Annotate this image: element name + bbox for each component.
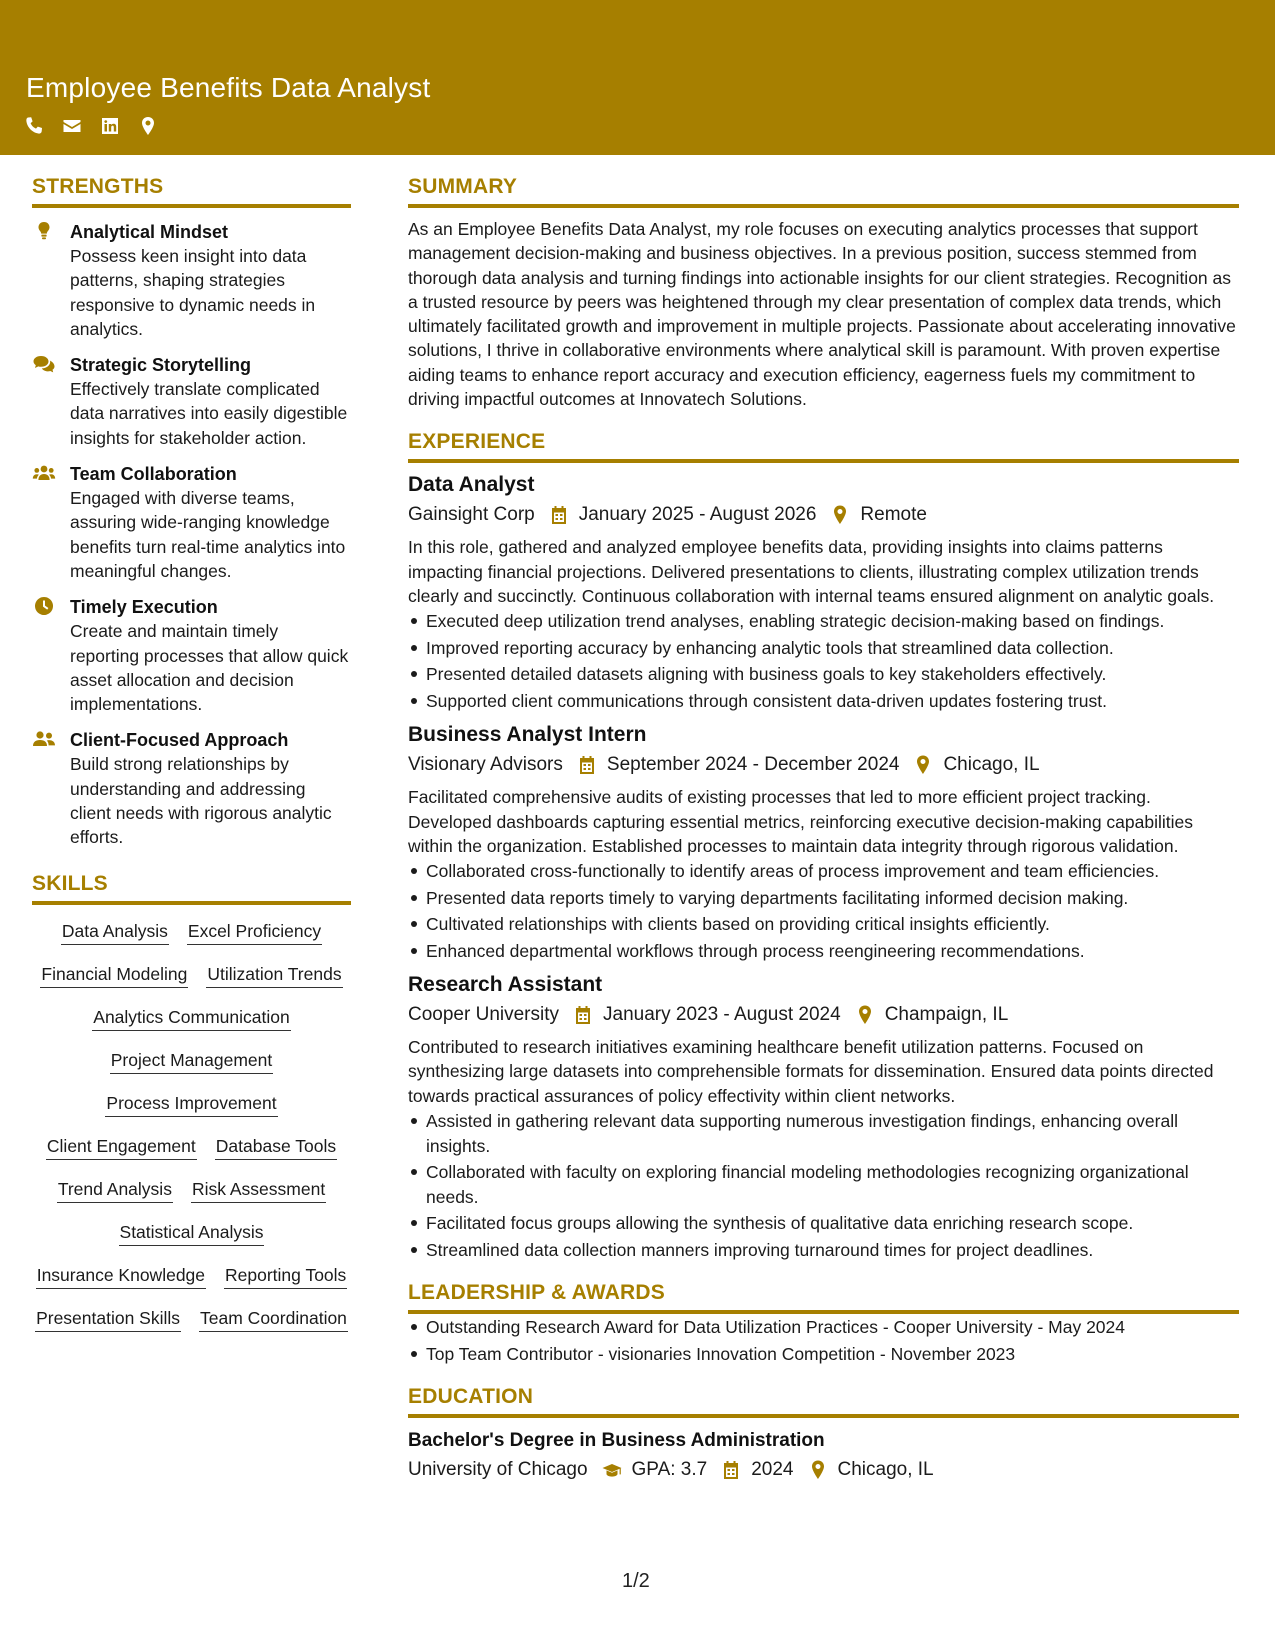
graduation-year: 2024 (751, 1459, 794, 1481)
map-pin-icon (830, 504, 850, 526)
skill-tag: Client Engagement (46, 1134, 197, 1160)
strength-title: Strategic Storytelling (70, 355, 252, 376)
list-item: Outstanding Research Award for Data Utilization Practices - Cooper University - May 2024 (408, 1315, 1239, 1340)
skill-tag: Data Analysis (61, 919, 169, 945)
graduation-cap-icon (602, 1459, 622, 1481)
skill-tag: Process Improvement (105, 1091, 277, 1117)
strength-title: Client-Focused Approach (70, 730, 289, 751)
strength-title: Analytical Mindset (70, 222, 229, 242)
school-name: University of Chicago (408, 1459, 588, 1481)
job-dates: September 2024 - December 2024 (606, 754, 900, 776)
clock-icon (32, 596, 56, 616)
gpa: GPA: 3.7 (631, 1459, 708, 1481)
job-meta (408, 1001, 1239, 1029)
job-title: Data Analyst (408, 473, 535, 497)
left-column (32, 175, 351, 1332)
phone-icon[interactable] (24, 116, 44, 136)
education-heading: EDUCATION (408, 1385, 1239, 1418)
job-bullets (408, 1109, 1239, 1262)
comments-icon (32, 354, 56, 374)
strength-item (32, 353, 351, 450)
map-pin-icon[interactable] (138, 116, 158, 136)
list-item: Collaborated cross-functionally to identify areas of process improvement and team efficiencies. (408, 859, 1239, 884)
right-column (408, 175, 1239, 1484)
list-item: Top Team Contributor - visionaries Innovation Competition - November 2023 (408, 1342, 1239, 1367)
page-number: 1/2 (622, 1570, 650, 1592)
strength-title: Team Collaboration (70, 464, 237, 485)
strength-item (32, 220, 351, 341)
education-location: Chicago, IL (837, 1459, 934, 1481)
skill-tag: Utilization Trends (206, 962, 342, 988)
skill-tag: Trend Analysis (57, 1177, 173, 1203)
job-bullets (408, 859, 1239, 963)
list-item: Assisted in gathering relevant data supporting numerous investigation findings, enhancing overall insights. (408, 1109, 1239, 1158)
job-title: Business Analyst Intern (408, 723, 647, 747)
job-location: Chicago, IL (943, 754, 1040, 776)
strength-item (32, 595, 351, 716)
user-friends-icon (32, 729, 56, 749)
list-item: Presented detailed datasets aligning with business goals to key stakeholders effectively. (408, 662, 1239, 687)
job-entry (408, 471, 1239, 713)
strength-description: Engaged with diverse teams, assuring wide-ranging knowledge benefits turn real-time analytics into meaningful changes. (70, 488, 346, 581)
map-pin-icon (913, 754, 933, 776)
list-item: Enhanced departmental workflows through process reengineering recommendations. (408, 939, 1239, 964)
linkedin-icon[interactable] (100, 116, 120, 136)
degree-title: Bachelor's Degree in Business Administration (408, 1430, 825, 1452)
strength-description: Create and maintain timely reporting processes that allow quick asset allocation and decision implementations. (70, 621, 349, 715)
strengths-heading: STRENGTHS (32, 175, 351, 208)
job-meta (408, 751, 1239, 779)
map-pin-icon (855, 1004, 875, 1026)
skill-tag: Database Tools (215, 1134, 337, 1160)
lightbulb-icon (32, 221, 56, 241)
contact-icons (24, 116, 158, 136)
awards-heading: LEADERSHIP & AWARDS (408, 1281, 1239, 1314)
skill-tag: Excel Proficiency (187, 919, 322, 945)
company-name: Gainsight Corp (408, 504, 535, 526)
list-item: Supported client communications through consistent data-driven updates fostering trust. (408, 689, 1239, 714)
resume-title: Employee Benefits Data Analyst (26, 72, 431, 103)
job-location: Champaign, IL (884, 1004, 1009, 1026)
skills-list (32, 919, 351, 1332)
resume-header (0, 0, 1275, 155)
list-item: Streamlined data collection manners improving turnaround times for project deadlines. (408, 1238, 1239, 1263)
summary-heading: SUMMARY (408, 175, 1239, 208)
envelope-icon[interactable] (62, 116, 82, 136)
job-description: Facilitated comprehensive audits of existing processes that led to more efficient project tracking. Developed dashboards capturing essential metrics, reinforcing executive decision-making capabilities within the organization. Established processes to maintain data integrity through rigorous validation. (408, 787, 1193, 856)
skill-tag: Analytics Communication (92, 1005, 290, 1031)
job-dates: January 2025 - August 2026 (578, 504, 817, 526)
skill-tag: Financial Modeling (40, 962, 188, 988)
list-item: Collaborated with faculty on exploring financial modeling methodologies recognizing organizational needs. (408, 1160, 1239, 1209)
job-description: In this role, gathered and analyzed employee benefits data, providing insights into claims patterns impacting financial projections. Delivered presentations to clients, illustrating complex utilization trends clearly and succinctly. Continuous collaboration with internal teams ensured alignment on analytic goals. (408, 537, 1215, 606)
strength-description: Effectively translate complicated data narratives into easily digestible insights for stakeholder action. (70, 379, 348, 448)
calendar-icon (721, 1459, 741, 1481)
job-title: Research Assistant (408, 973, 603, 997)
skill-tag: Presentation Skills (35, 1306, 181, 1332)
experience-heading: EXPERIENCE (408, 430, 1239, 463)
job-description: Contributed to research initiatives examining healthcare benefit utilization patterns. Focused on synthesizing large datasets into comprehensible formats for dissemination. Ensured data points directed towards practical assurances of policy effectivity within client networks. (408, 1037, 1214, 1106)
list-item: Cultivated relationships with clients based on providing critical insights efficiently. (408, 912, 1239, 937)
list-item: Executed deep utilization trend analyses, enabling strategic decision-making based on findings. (408, 609, 1239, 634)
strength-title: Timely Execution (70, 597, 218, 618)
summary-text: As an Employee Benefits Data Analyst, my role focuses on executing analytics processes that support management decision-making and business objectives. In a previous position, success stemmed from thorough data analysis and turning findings into actionable insights for our client strategies. Recognition as a trusted resource by peers was heightened through my clear presentation of complex data trends, which ultimately facilitated growth and improvement in multiple projects. Passionate about accelerating innovative solutions, I thrive in collaborative environments where analytical skill is paramount. With proven expertise aiding teams to enhance report accuracy and execution efficiency, eagerness fuels my commitment to driving impactful outcomes at Innovatech Solutions. (408, 219, 1236, 410)
skill-tag: Risk Assessment (191, 1177, 326, 1203)
list-item: Facilitated focus groups allowing the synthesis of qualitative data enriching research scope. (408, 1211, 1239, 1236)
education-meta (408, 1456, 1239, 1484)
awards-list (408, 1315, 1239, 1366)
job-entry (408, 721, 1239, 963)
strength-item (32, 462, 351, 583)
job-dates: January 2023 - August 2024 (603, 1004, 841, 1026)
map-pin-icon (808, 1459, 828, 1481)
skills-heading: SKILLS (32, 872, 351, 905)
strength-description: Build strong relationships by understanding and addressing client needs with rigorous analytic efforts. (70, 754, 332, 848)
skill-tag: Project Management (110, 1048, 273, 1074)
list-item: Presented data reports timely to varying departments facilitating informed decision making. (408, 886, 1239, 911)
job-bullets (408, 609, 1239, 713)
skill-tag: Reporting Tools (224, 1263, 347, 1289)
job-location: Remote (860, 504, 927, 526)
calendar-icon (573, 1004, 593, 1026)
list-item: Improved reporting accuracy by enhancing analytic tools that streamlined data collection. (408, 636, 1239, 661)
company-name: Cooper University (408, 1004, 559, 1026)
skill-tag: Statistical Analysis (119, 1220, 265, 1246)
skill-tag: Team Coordination (199, 1306, 348, 1332)
company-name: Visionary Advisors (408, 754, 563, 776)
job-meta (408, 501, 1239, 529)
calendar-icon (577, 754, 597, 776)
calendar-icon (549, 504, 569, 526)
strength-description: Possess keen insight into data patterns, shaping strategies responsive to dynamic needs in analytics. (70, 246, 316, 339)
job-entry (408, 971, 1239, 1262)
users-icon (32, 463, 56, 483)
strength-item (32, 728, 351, 849)
skill-tag: Insurance Knowledge (36, 1263, 206, 1289)
